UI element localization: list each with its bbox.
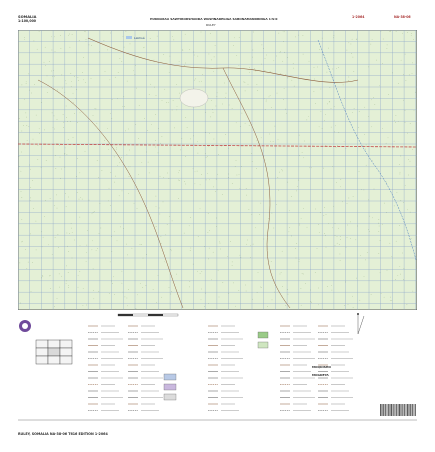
adjoining-sheets-index [36, 340, 72, 364]
agency-seal-inner [22, 323, 28, 329]
sheet-name: RULEY [206, 23, 216, 27]
map-title: HUDDARAA SAWTIRORSHADDA WASHNADEGIGA SABONAMANDRINGA 1:S:0 [150, 17, 278, 21]
series-label: 1-2064 [352, 15, 365, 19]
sheet-label: NA-38-06 [394, 15, 411, 19]
map-legend [18, 312, 417, 430]
place-name-2: MOGDEYA [312, 373, 329, 377]
declination-diagram [357, 313, 364, 334]
water-body [126, 36, 132, 39]
barcode [380, 404, 416, 416]
settlement-area [180, 89, 208, 107]
place-name-1: MOQDISHO [312, 365, 331, 369]
scale-label: 1:100,000 [18, 19, 37, 23]
bottom-sheet-line: RULEY, SOMALIA NA-38-06 T616 EDITION 1-2064 [18, 432, 108, 436]
scale-bar [118, 314, 178, 316]
country-label: SOMALIA [18, 15, 37, 19]
legend-swatches [164, 332, 268, 400]
topographic-map[interactable] [18, 30, 417, 310]
water-label: Lakhsa [134, 36, 145, 40]
